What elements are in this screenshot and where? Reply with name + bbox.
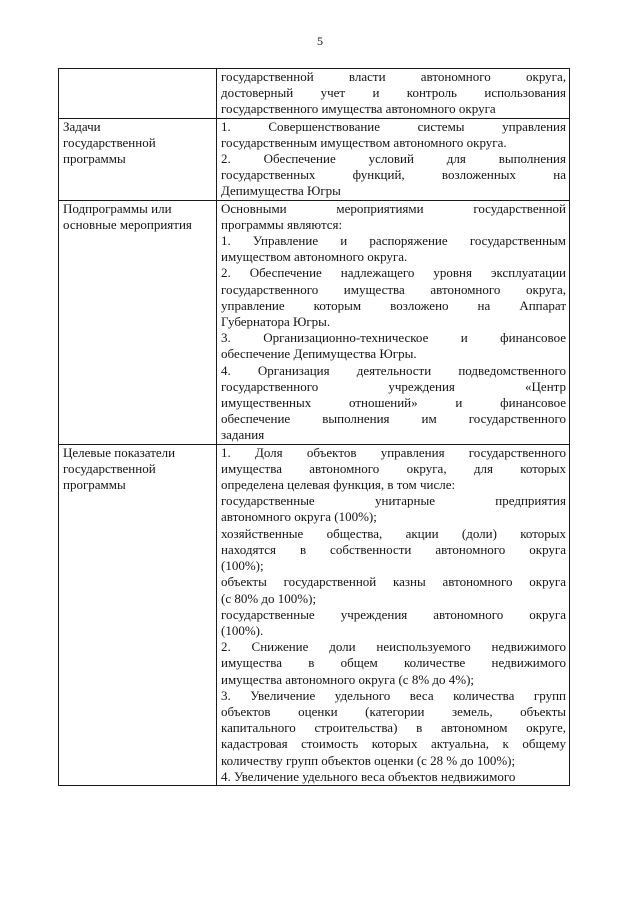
content-paragraph <box>221 688 566 769</box>
content-line: определена целевая функция, в том числе: <box>221 477 456 493</box>
row-content-cell <box>217 444 570 785</box>
content-line: достоверный учет и контроль использования <box>221 85 566 101</box>
content-paragraph <box>221 526 566 575</box>
row-label-line: Целевые показатели <box>63 444 176 460</box>
content-line: имуществом автономного округа. <box>221 249 408 265</box>
content-paragraph <box>221 265 566 330</box>
content-line: (100%). <box>221 622 264 638</box>
content-line: количеству групп объектов оценки (с 28 % до 100%); <box>221 752 516 768</box>
row-label-line: государственной <box>63 134 156 150</box>
table-body <box>59 69 570 786</box>
content-line: программы являются: <box>221 216 343 232</box>
content-line: обеспечение Депимущества Югры. <box>221 346 417 362</box>
content-paragraph <box>221 639 566 688</box>
content-line: 4. Организация деятельности подведомственного <box>221 362 566 378</box>
row-label-cell <box>59 69 217 119</box>
content-paragraph <box>221 330 566 362</box>
content-line: автономного округа (100%); <box>221 509 377 525</box>
content-line: имущества автономного округа (с 8% до 4%); <box>221 671 475 687</box>
row-label-line: Задачи <box>63 118 101 134</box>
content-line: государственным имуществом автономного округа. <box>221 134 507 150</box>
content-paragraph <box>221 445 566 494</box>
content-paragraph <box>221 233 566 265</box>
content-line: хозяйственные общества, акции (доли) которых <box>221 525 566 541</box>
content-line: 1. Доля объектов управления государственного <box>221 444 566 460</box>
row-label-line: программы <box>63 477 126 493</box>
content-paragraph <box>221 607 566 639</box>
content-line: государственной власти автономного округа, <box>221 69 566 84</box>
content-line: находятся в собственности автономного округа <box>221 541 566 557</box>
content-paragraph <box>221 363 566 444</box>
content-line: Основными мероприятиями государственной <box>221 200 566 216</box>
content-line: имущества автономного округа, для которых <box>221 460 566 476</box>
content-line: задания <box>221 427 265 443</box>
page-number: 5 <box>317 34 323 48</box>
content-line: государственного имущества автономного округа <box>221 101 496 117</box>
content-line: 1. Управление и распоряжение государственным <box>221 233 566 249</box>
content-line: 3. Организационно-техническое и финансовое <box>221 330 566 346</box>
content-paragraph <box>221 201 566 233</box>
content-line: (100%); <box>221 558 264 574</box>
content-line: государственного имущества автономного округа, <box>221 281 566 297</box>
content-line: государственные учреждения автономного округа <box>221 606 566 622</box>
content-line: Депимущества Югры <box>221 183 341 199</box>
content-paragraph <box>221 574 566 606</box>
content-line: имущественных отношений» и финансовое <box>221 395 566 411</box>
content-line: 2. Обеспечение надлежащего уровня эксплуатации <box>221 265 566 281</box>
row-label-line: государственной <box>63 460 156 476</box>
content-line: 4. Увеличение удельного веса объектов недвижимого <box>221 768 516 784</box>
row-label-cell <box>59 118 217 200</box>
content-line: 1. Совершенствование системы управления <box>221 118 566 134</box>
content-line: государственного учреждения «Центр <box>221 378 566 394</box>
row-content-cell <box>217 118 570 200</box>
table-row <box>59 69 570 119</box>
content-line: 3. Увеличение удельного веса количества групп <box>221 687 566 703</box>
row-content-cell <box>217 200 570 444</box>
table-row <box>59 444 570 785</box>
content-paragraph <box>221 769 566 785</box>
content-line: (с 80% до 100%); <box>221 590 317 606</box>
content-line: 2. Обеспечение условий для выполнения <box>221 151 566 167</box>
program-passport-table <box>58 68 570 786</box>
content-line: капитального строительства) в автономном округе, <box>221 720 566 736</box>
content-line: управление которым возложено на Аппарат <box>221 297 566 313</box>
content-line: Губернатора Югры. <box>221 314 331 330</box>
content-line: 2. Снижение доли неиспользуемого недвижимого <box>221 639 566 655</box>
content-line: имущества в общем количестве недвижимого <box>221 655 566 671</box>
content-line: государственных функций, возложенных на <box>221 167 566 183</box>
content-paragraph <box>221 119 566 151</box>
content-paragraph <box>221 151 566 200</box>
row-content-cell <box>217 69 570 119</box>
row-label-cell <box>59 444 217 785</box>
content-line: кадастровая стоимость которых актуальна, к общему <box>221 736 566 752</box>
row-label-line: программы <box>63 151 126 167</box>
content-paragraph <box>221 69 566 118</box>
table-row <box>59 118 570 200</box>
content-line: государственные унитарные предприятия <box>221 493 566 509</box>
row-label-line: Подпрограммы или <box>63 200 172 216</box>
row-label-line: основные мероприятия <box>63 216 192 232</box>
row-label-cell <box>59 200 217 444</box>
content-line: объектов оценки (категории земель, объекты <box>221 703 566 719</box>
table-row <box>59 200 570 444</box>
content-line: объекты государственной казны автономного округа <box>221 574 566 590</box>
content-line: обеспечение выполнения им государственного <box>221 411 566 427</box>
content-paragraph <box>221 493 566 525</box>
